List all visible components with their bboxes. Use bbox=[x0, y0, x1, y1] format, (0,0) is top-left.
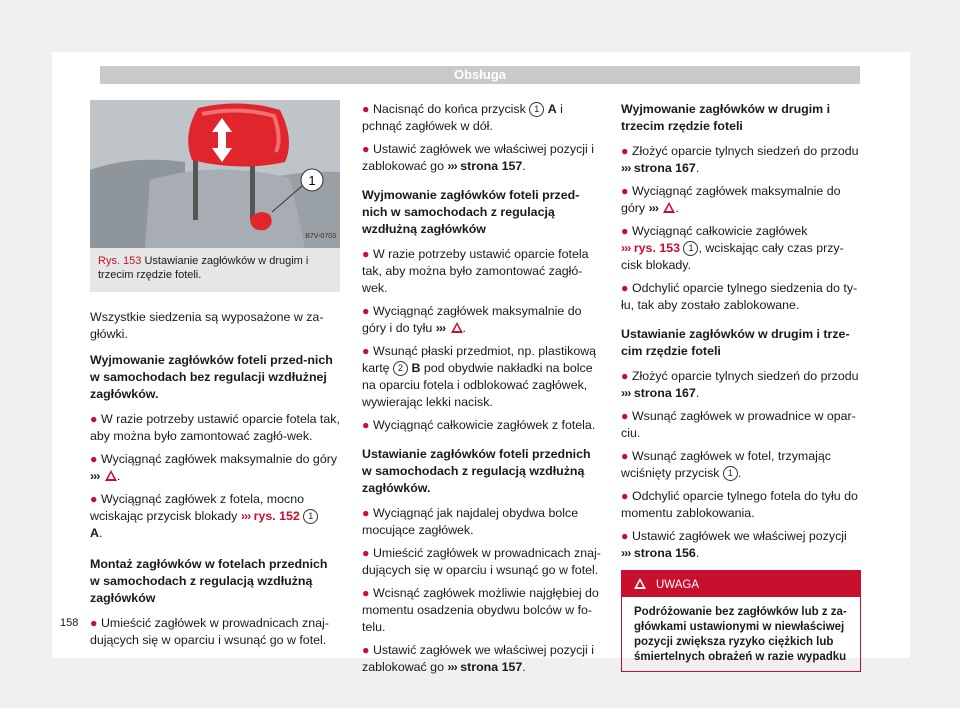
figure-id: B7V-0703 bbox=[305, 233, 336, 240]
warning-text: Podróżowanie bez zagłówków lub z za-główkami ustawionymi w niewłaściwej pozycji zwiększa ryzyko ciężkich lub śmiertelnych obrażeń w razie wypadku bbox=[634, 606, 847, 663]
bullet: ● Wyciągnąć zagłówek z fotela, mocno wciskając przycisk blokady ››› rys. 152 1 A. bbox=[90, 491, 340, 542]
column-left bbox=[90, 100, 340, 655]
bullet: ● Ustawić zagłówek we właściwej pozycji i zablokować go ››› strona 157. bbox=[362, 142, 594, 173]
warning-icon[interactable] bbox=[663, 202, 675, 213]
bullet: ● Wsunąć zagłówek w prowadnice w opar-ciu. bbox=[621, 409, 856, 440]
bullet: ● Złożyć oparcie tylnych siedzeń do przodu ››› strona 167. bbox=[621, 144, 859, 175]
bullet: ● Umieścić zagłówek w prowadnicach znaj-dujących się w oparciu i wsunąć go w fotel. bbox=[362, 546, 601, 577]
figure-caption-text: Ustawianie zagłówków w drugim i trzecim rzędzie foteli. bbox=[98, 255, 309, 281]
bullet: ● Odchylić oparcie tylnego siedzenia do ty-łu, tak aby zostało zablokowane. bbox=[621, 281, 858, 312]
heading-3: Wyjmowanie zagłówków foteli przed-nich w samochodach z regulacją wzdłużną zagłówków bbox=[362, 188, 580, 236]
bullet: ● Nacisnąć do końca przycisk 1 A i pchnąć zagłówek w dół. bbox=[362, 102, 563, 133]
figure-caption bbox=[90, 248, 340, 292]
link-strona-167[interactable]: ››› strona 167 bbox=[621, 386, 696, 400]
warning-header: UWAGA bbox=[622, 571, 860, 597]
bullet: ● Wyciągnąć jak najdalej obydwa bolce mocujące zagłówek. bbox=[362, 506, 579, 537]
bullet: ● W razie potrzeby ustawić oparcie fotela tak, aby można było zamontować zagłó-wek. bbox=[362, 247, 589, 295]
column-right bbox=[621, 101, 861, 672]
bullet: ● Ustawić zagłówek we właściwej pozycji i zablokować go ››› strona 157. bbox=[362, 643, 594, 674]
warning-box bbox=[621, 570, 861, 672]
bullet: ● W razie potrzeby ustawić oparcie fotela tak, aby można było zamontować zagłó-wek. bbox=[90, 412, 340, 443]
bullet: ● Złożyć oparcie tylnych siedzeń do przodu ››› strona 167. bbox=[621, 369, 859, 400]
headrest-illustration bbox=[90, 100, 340, 248]
bullet: ● Ustawić zagłówek we właściwej pozycji ››› strona 156. bbox=[621, 529, 847, 560]
link-rys-152[interactable]: ››› rys. 152 bbox=[240, 509, 300, 523]
bullet: ● Wcisnąć zagłówek możliwie najgłębiej do momentu osadzenia obydwu bolców w fo-telu. bbox=[362, 586, 599, 634]
heading-2: Montaż zagłówków w fotelach przednich w samochodach z regulacją wzdłużną zagłówków bbox=[90, 557, 328, 605]
figure-callout: 1 bbox=[308, 173, 316, 188]
bullet: ● Wyciągnąć całkowicie zagłówek z fotela. bbox=[362, 418, 596, 432]
heading-6: Ustawianie zagłówków w drugim i trze-cim rzędzie foteli bbox=[621, 327, 850, 358]
link-strona-156[interactable]: ››› strona 156 bbox=[621, 546, 696, 560]
bullet: ● Wyciągnąć całkowicie zagłówek ››› rys. 153 1 , wciskając cały czas przy-cisk blokady. bbox=[621, 224, 844, 272]
column-middle bbox=[362, 101, 602, 682]
bullet: ● Wyciągnąć zagłówek maksymalnie do góry ››› . bbox=[90, 452, 338, 483]
bullet: ● Wyciągnąć zagłówek maksymalnie do góry ››› . bbox=[621, 184, 841, 215]
bullet: ● Umieścić zagłówek w prowadnicach znaj-dujących się w oparciu i wsunąć go w fotel. bbox=[90, 616, 329, 647]
link-strona-157[interactable]: ››› strona 157 bbox=[447, 660, 523, 674]
heading-1: Wyjmowanie zagłówków foteli przed-nich w samochodach bez regulacji wzdłużnej zagłówków. bbox=[90, 353, 333, 401]
heading-5: Wyjmowanie zagłówków w drugim i trzecim rzędzie foteli bbox=[621, 102, 831, 133]
warning-icon[interactable] bbox=[105, 470, 117, 481]
warning-icon bbox=[634, 578, 646, 589]
link-strona-157[interactable]: ››› strona 157 bbox=[447, 159, 523, 173]
page-number: 158 bbox=[60, 617, 79, 629]
bullet: ● Wsunąć płaski przedmiot, np. plastikową kartę 2 B pod obydwie nakładki na bolce na oparciu fotela i odblokować zagłówek, wywierając lekki nacisk. bbox=[362, 344, 597, 409]
warning-icon[interactable] bbox=[451, 322, 463, 333]
bullet: ● Wyciągnąć zagłówek maksymalnie do góry i do tyłu ››› . bbox=[362, 304, 582, 335]
link-strona-167[interactable]: ››› strona 167 bbox=[621, 161, 696, 175]
heading-4: Ustawianie zagłówków foteli przednich w samochodach z regulacją wzdłużną zagłówków. bbox=[362, 447, 591, 495]
intro-text: Wszystkie siedzenia są wyposażone w za-główki. bbox=[90, 310, 324, 341]
page-header: Obsługa bbox=[100, 66, 860, 84]
link-rys-153[interactable]: ››› rys. 153 bbox=[621, 241, 681, 255]
bullet: ● Wsunąć zagłówek w fotel, trzymając wciśnięty przycisk 1 . bbox=[621, 449, 831, 480]
bullet: ● Odchylić oparcie tylnego fotela do tyłu do momentu zablokowania. bbox=[621, 489, 858, 520]
figure-headrest bbox=[90, 100, 340, 248]
figure-label: Rys. 153 bbox=[98, 255, 142, 267]
